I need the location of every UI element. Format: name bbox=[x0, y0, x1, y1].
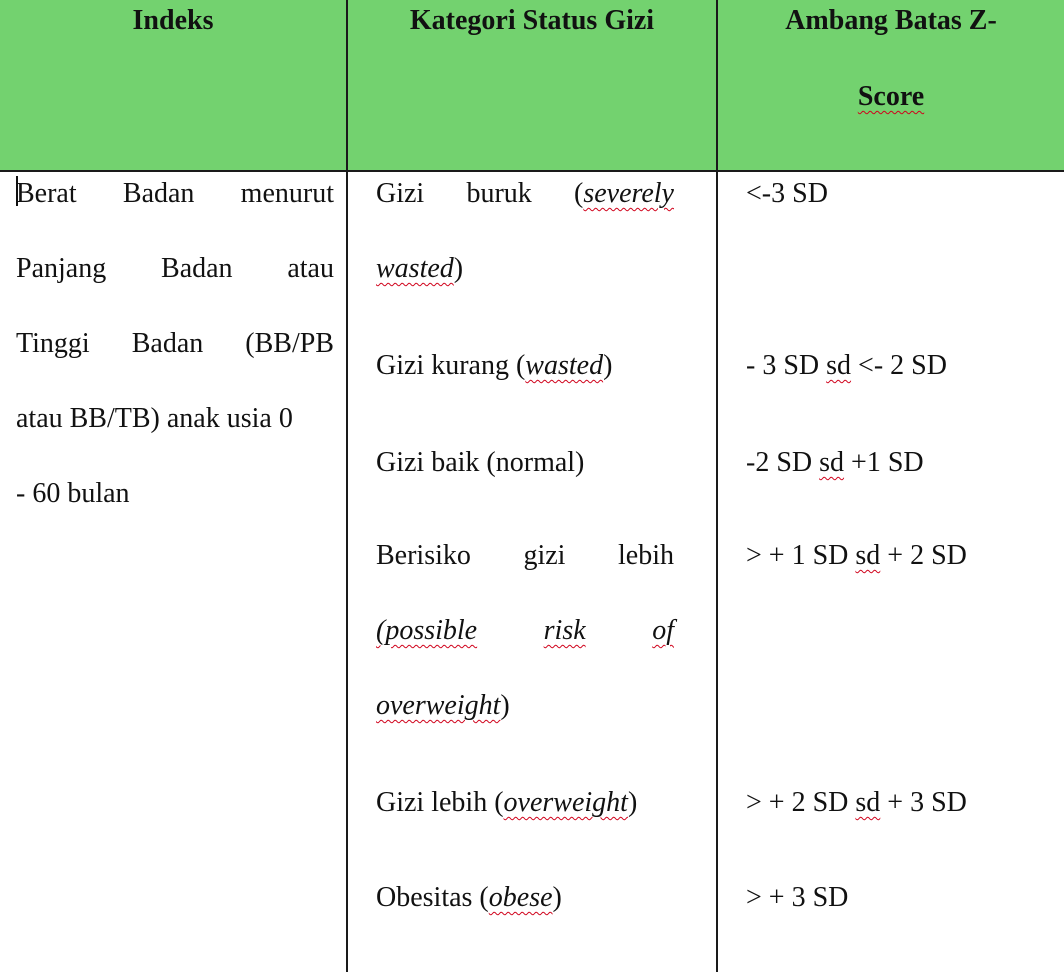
header-indeks: Indeks bbox=[132, 5, 214, 36]
indeks-cell[interactable] bbox=[16, 156, 334, 531]
berisiko-line1: Berisiko gizi lebih bbox=[376, 540, 674, 571]
kategori-obesitas[interactable]: Obesitas (obese) bbox=[376, 882, 562, 913]
ambang-gizi-kurang[interactable]: - 3 SD sd <- 2 SD bbox=[746, 350, 947, 381]
ambang-gizi-baik[interactable]: -2 SD sd +1 SD bbox=[746, 447, 924, 478]
header-kategori-status-gizi: Kategori Status Gizi bbox=[409, 5, 655, 36]
header-ambang-batas bbox=[718, 0, 1064, 135]
kategori-gizi-buruk[interactable] bbox=[376, 156, 674, 306]
kategori-berisiko-gizi-lebih[interactable] bbox=[376, 518, 674, 743]
berisiko-line2: (possible risk of bbox=[376, 615, 674, 646]
ambang-gizi-buruk[interactable]: <-3 SD bbox=[746, 178, 828, 209]
indeks-line-4: atau BB/TB) anak usia 0 bbox=[16, 403, 293, 434]
berisiko-line3: overweight) bbox=[376, 690, 510, 721]
ambang-gizi-lebih[interactable]: > + 2 SD sd + 3 SD bbox=[746, 787, 967, 818]
indeks-line-5: - 60 bulan bbox=[16, 478, 130, 509]
column-divider-1 bbox=[346, 0, 348, 972]
header-ambang-line2 bbox=[718, 59, 1064, 135]
indeks-line-1: Berat Badan menurut bbox=[16, 178, 334, 209]
kategori-gizi-buruk-line2: wasted) bbox=[376, 253, 464, 284]
indeks-line-2: Panjang Badan atau bbox=[16, 253, 334, 284]
kategori-gizi-kurang[interactable]: Gizi kurang (wasted) bbox=[376, 350, 613, 381]
indeks-line-3: Tinggi Badan (BB/PB bbox=[16, 328, 334, 359]
ambang-obesitas[interactable]: > + 3 SD bbox=[746, 882, 849, 913]
kategori-gizi-buruk-line1: Gizi buruk (severely bbox=[376, 178, 674, 209]
column-divider-2 bbox=[716, 0, 718, 972]
header-ambang-score: Score bbox=[857, 81, 925, 112]
header-ambang-line1: Ambang Batas Z- bbox=[785, 5, 997, 36]
ambang-berisiko-gizi-lebih[interactable]: > + 1 SD sd + 2 SD bbox=[746, 540, 967, 571]
kategori-gizi-baik[interactable]: Gizi baik (normal) bbox=[376, 447, 585, 478]
kategori-gizi-lebih[interactable]: Gizi lebih (overweight) bbox=[376, 787, 638, 818]
